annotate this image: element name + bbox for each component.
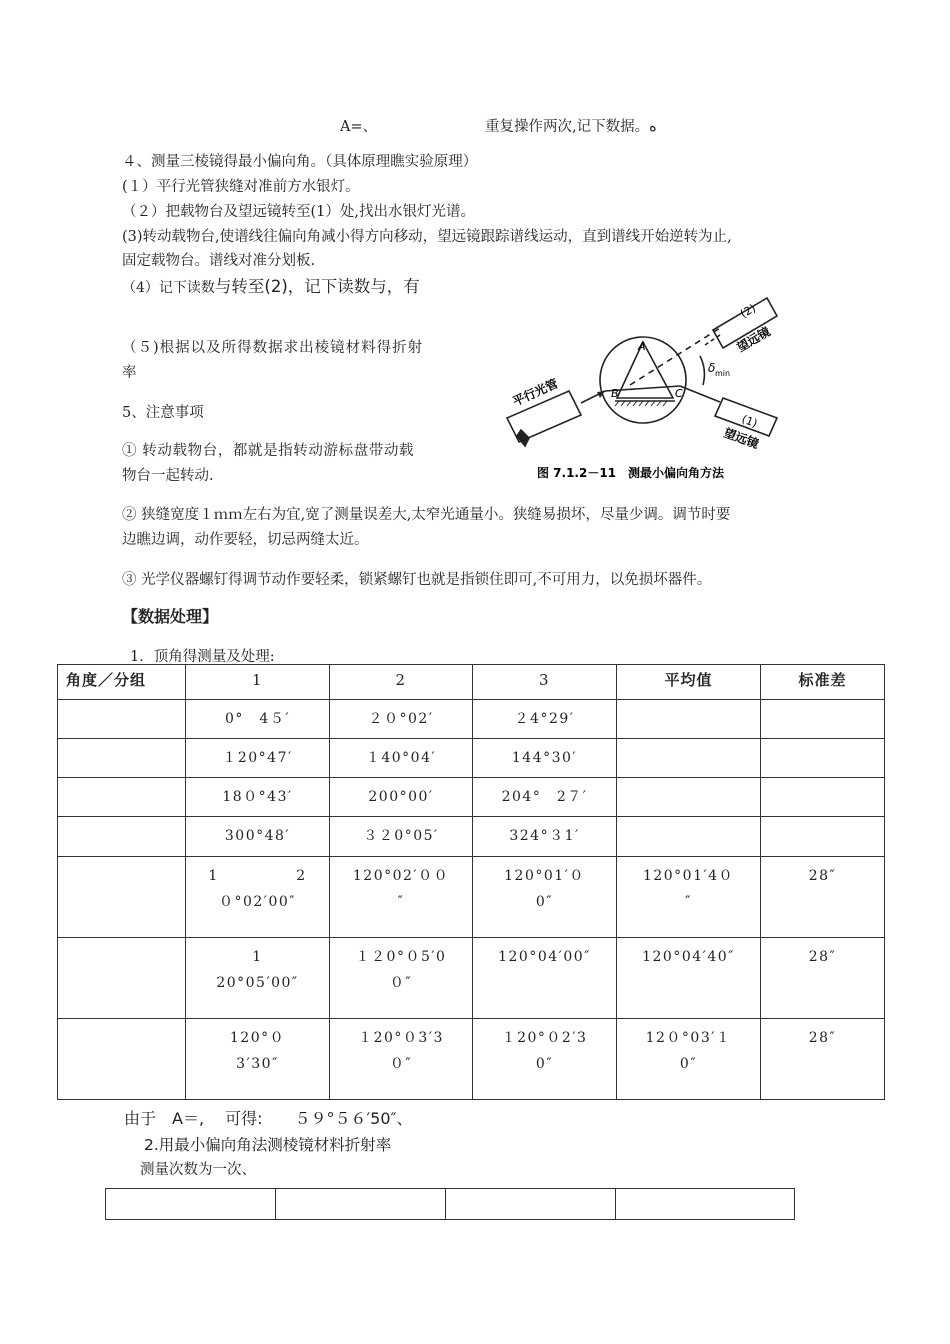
table-cell <box>58 700 186 739</box>
table-cell <box>58 857 186 938</box>
table-cell: 120°01′０ 0″ <box>473 857 617 938</box>
delta-min-label: min <box>715 369 731 378</box>
step4-sub5-line2: 率 <box>122 365 137 381</box>
table-cell: 144°30′ <box>473 739 617 778</box>
table-row <box>58 817 885 857</box>
step4-sub3-line2: 固定载物台。谱线对准分划板. <box>122 253 316 269</box>
note2-line2: 边瞧边调，动作要轻，切忌两缝太近。 <box>122 532 369 548</box>
table-cell: 1 2 ０°02′00″ <box>186 857 330 938</box>
telescope-label-1: 望远镜 <box>721 425 761 452</box>
table-cell: 1 20°05′00″ <box>186 938 330 1019</box>
position-2-label: (2) <box>738 301 759 321</box>
table-cell <box>761 739 885 778</box>
table-cell: 0° 4５′ <box>186 700 330 739</box>
note1-line1: ① 转动载物台，都就是指转动游标盘带动载 <box>122 443 415 459</box>
step4-sub1: (１）平行光管狭缝对准前方水银灯。 <box>122 179 360 195</box>
table-cell: １20°０3′3 ０″ <box>330 1019 473 1100</box>
table-cell: ２０°02′ <box>330 700 473 739</box>
collimator-label: 平行光管 <box>510 376 561 409</box>
subsection-1: 1．顶角得测量及处理: <box>130 649 275 665</box>
result-line: 由于 A＝, 可得: ５９°５６′50″、 <box>124 1109 413 1128</box>
table-cell <box>58 938 186 1019</box>
table-cell <box>617 778 761 817</box>
table-cell: 28″ <box>761 938 885 1019</box>
table-cell: 120°01′4０ ″ <box>617 857 761 938</box>
table-row <box>58 938 885 1019</box>
table-cell: １20°47′ <box>186 739 330 778</box>
vertex-a-label: A <box>638 340 646 353</box>
table-cell <box>58 817 186 857</box>
step4-sub4 <box>122 273 420 297</box>
table-cell: １20°０2′3 0″ <box>473 1019 617 1100</box>
step4-sub4-b: 与转至(2)，记下读数与，有 <box>214 277 420 296</box>
table-cell: 324°３1′ <box>473 817 617 857</box>
table-cell: 18０°43′ <box>186 778 330 817</box>
table-cell <box>617 700 761 739</box>
table-cell <box>58 739 186 778</box>
table-cell: 300°48′ <box>186 817 330 857</box>
table-cell: 28″ <box>761 1019 885 1100</box>
table-cell <box>106 1189 276 1220</box>
table-cell <box>446 1189 616 1220</box>
table-cell: ２4°29′ <box>473 700 617 739</box>
header-group-3: 3 <box>473 665 617 700</box>
exit-ray-1 <box>680 386 720 402</box>
table-row <box>58 700 885 739</box>
table-cell: 120°04′00″ <box>473 938 617 1019</box>
header-angle-group: 角度／分组 <box>58 665 186 700</box>
table-cell: 204° 2７′ <box>473 778 617 817</box>
table-cell <box>616 1189 795 1220</box>
table-cell: 200°00′ <box>330 778 473 817</box>
vertex-c-label: C <box>675 387 683 400</box>
table-cell <box>276 1189 446 1220</box>
table-cell <box>761 700 885 739</box>
note1-line2: 物台一起转动. <box>122 468 214 484</box>
table-cell: 120°04′40″ <box>617 938 761 1019</box>
table-row <box>58 1019 885 1100</box>
table-header-row <box>58 665 885 700</box>
vertex-b-label: B <box>611 387 619 400</box>
table-cell: ３２0°05′ <box>330 817 473 857</box>
telescope-label-2: 望远镜 <box>734 324 773 355</box>
header-group-1: 1 <box>186 665 330 700</box>
step4-sub5-line1: （５)根据以及所得数据求出棱镜材料得折射 <box>122 340 424 356</box>
table-row <box>58 739 885 778</box>
table-row <box>106 1189 795 1220</box>
table-cell: １40°04′ <box>330 739 473 778</box>
header-average: 平均值 <box>617 665 761 700</box>
measurement-count: 测量次数为一次、 <box>140 1162 256 1178</box>
angle-table <box>57 664 885 1100</box>
subsection-2: 2.用最小偏向角法测棱镜材料折射率 <box>144 1136 392 1154</box>
table-cell: 28″ <box>761 857 885 938</box>
table-cell <box>58 778 186 817</box>
table-row <box>58 778 885 817</box>
delta-arc <box>700 356 704 385</box>
notes-title: 5、注意事项 <box>122 405 204 421</box>
step4-sub3-line1: (3)转动载物台,使谱线往偏向角减小得方向移动，望远镜跟踪谱线运动，直到谱线开始逆转为止, <box>122 229 732 245</box>
note2-line1: ② 狭缝宽度１ｍｍ左右为宜,宽了测量误差大,太窄光通量小。狭缝易损坏，尽量少调。调节时要 <box>122 507 731 523</box>
step4-sub4-a: （4）记下读数 <box>122 280 215 296</box>
section-heading: 【数据处理】 <box>122 607 219 626</box>
position-1-label: (1) <box>739 412 760 431</box>
figure-caption: 图 7.1.2－11 测最小偏向角方法 <box>537 466 725 480</box>
table-cell: １２0°０5′0 ０″ <box>330 938 473 1019</box>
deviation-figure <box>495 290 795 490</box>
table-row <box>58 857 885 938</box>
repeat-note: 重复操作两次,记下数据。ه <box>485 119 657 135</box>
step4-sub2: （２）把载物台及望远镜转至(1）处,找出水银灯光谱。 <box>122 204 475 220</box>
table-cell: 120°02′００ ″ <box>330 857 473 938</box>
note3: ③ 光学仪器螺钉得调节动作要轻柔，锁紧螺钉也就是指锁住即可,不可用力，以免损坏器件。 <box>122 572 712 588</box>
equation-a: A=、 <box>340 119 378 135</box>
table-cell <box>761 817 885 857</box>
table-cell <box>617 817 761 857</box>
table-cell <box>58 1019 186 1100</box>
delta-label: δ <box>708 361 716 375</box>
header-group-2: 2 <box>330 665 473 700</box>
table-cell: 12０°03′１ 0″ <box>617 1019 761 1100</box>
collimator-end-icon <box>517 430 529 446</box>
table-cell <box>761 778 885 817</box>
table-cell <box>617 739 761 778</box>
header-stddev: 标准差 <box>761 665 885 700</box>
table-cell: 120°０ 3′30″ <box>186 1019 330 1100</box>
refraction-table <box>105 1188 795 1220</box>
step4-title: ４、测量三棱镜得最小偏向角。（具体原理瞧实验原理） <box>122 154 478 170</box>
